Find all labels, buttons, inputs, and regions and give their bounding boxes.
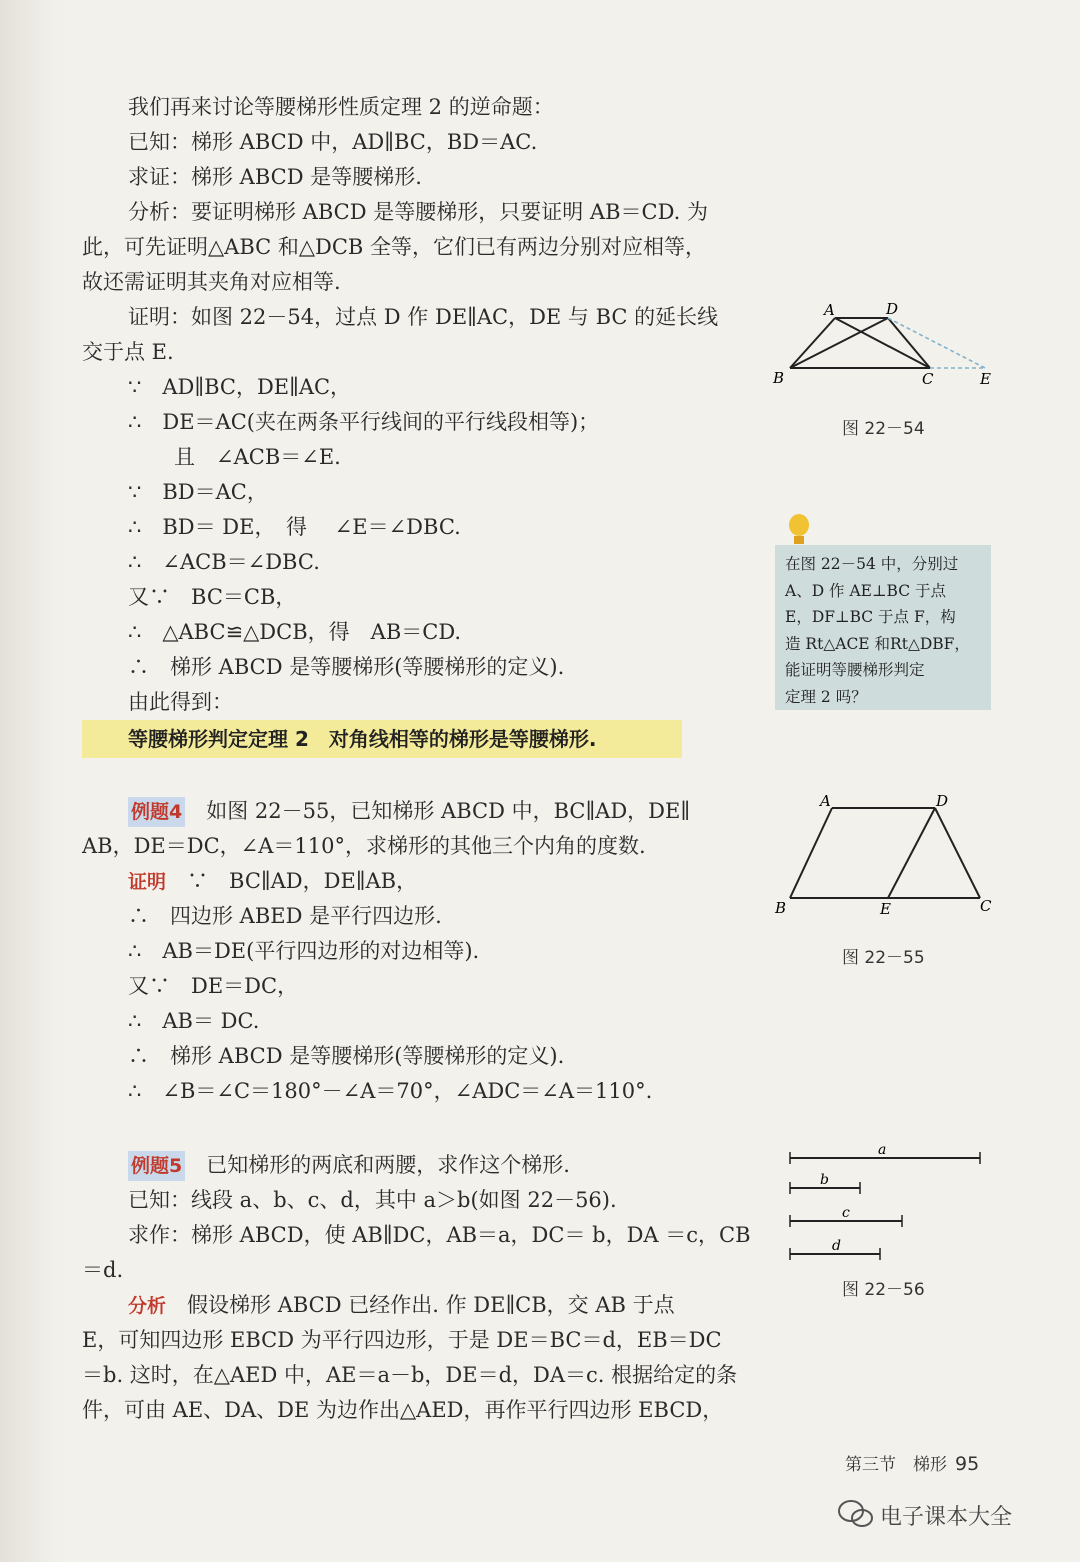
point-label-d: D [936, 792, 949, 810]
point-label-d: D [886, 300, 899, 318]
segment-label-b: b [820, 1172, 829, 1188]
analysis-paragraph-line: E，可知四边形 EBCD 为平行四边形，于是 DE＝BC＝d，EB＝DC [82, 1328, 722, 1352]
example5-line: 已知：线段 a、b、c、d，其中 a＞b(如图 22－56). [128, 1188, 617, 1212]
proof-line: ∴ 梯形 ABCD 是等腰梯形(等腰梯形的定义). [128, 655, 565, 679]
lightbulb-icon [785, 512, 815, 548]
book-spine-shadow [0, 0, 70, 1562]
segment-label-a: a [878, 1142, 887, 1158]
analysis-paragraph-line: 件，可由 AE、DA、DE 为边作出△AED，再作平行四边形 EBCD， [82, 1398, 724, 1422]
proof-line: 且 ∠ACB＝∠E. [174, 445, 341, 469]
prove-line: 求证：梯形 ABCD 是等腰梯形. [128, 165, 422, 189]
proof-line: ∴ ∠ACB＝∠DBC. [128, 550, 320, 574]
proof-line: 交于点 E. [82, 340, 174, 364]
segment-label-c: c [842, 1205, 850, 1221]
point-label-e: E [880, 900, 891, 918]
segment-dc [935, 808, 980, 898]
example4-line [128, 796, 690, 827]
point-label-a: A [820, 792, 831, 810]
segment-ab [790, 318, 835, 368]
proof-line: ∴ △ABC≌△DCB，得 AB＝CD. [128, 620, 462, 644]
point-label-c: C [980, 897, 992, 915]
point-label-c: C [922, 370, 934, 388]
analysis-line: 分析：要证明梯形 ABCD 是等腰梯形，只要证明 AB＝CD. 为 [128, 200, 709, 224]
point-label-e: E [980, 370, 991, 388]
figure-caption-22-54: 图 22－54 [842, 419, 925, 439]
sidenote-line: 能证明等腰梯形判定 [785, 661, 925, 679]
example5-line: ＝d. [82, 1258, 124, 1282]
example4-proof-line: ∴ AB＝ DC. [128, 1009, 260, 1033]
page-number: 95 [955, 1453, 980, 1475]
proof-line: 又∵ BC＝CB， [128, 585, 297, 609]
example5-line [128, 1150, 570, 1181]
analysis-paragraph-line [128, 1290, 675, 1321]
sidenote-line: 定理 2 吗？ [785, 687, 867, 706]
segment-de [888, 808, 935, 898]
proof-text: ∵ BC∥AD，DE∥AB， [166, 869, 418, 893]
page-footer [845, 1450, 979, 1475]
proof-line: ∴ BD＝ DE， 得 ∠E＝∠DBC. [128, 515, 461, 539]
segment-de [888, 318, 985, 368]
point-label-a: A [824, 301, 835, 319]
diagonal-ac [835, 318, 930, 368]
example5-label: 例题5 [128, 1151, 185, 1181]
figure-caption-22-55: 图 22－55 [842, 948, 925, 968]
point-label-b: B [775, 899, 787, 917]
example4-proof-line: 又∵ DE＝DC， [128, 974, 299, 998]
analysis-line: 此，可先证明△ABC 和△DCB 全等，它们已有两边分别对应相等， [82, 235, 707, 259]
proof-line: ∵ AD∥BC，DE∥AC， [128, 375, 352, 399]
example4-label: 例题4 [128, 797, 185, 827]
example4-proof-line: ∴ 四边形 ABED 是平行四边形. [128, 904, 442, 928]
sidenote-line: 造 Rt△ACE 和Rt△DBF， [785, 634, 970, 653]
example4-proof-line: ∴ AB＝DE(平行四边形的对边相等). [128, 939, 480, 963]
given-line: 已知：梯形 ABCD 中，AD∥BC，BD＝AC. [128, 130, 538, 154]
example4-proof-line: ∴ ∠B＝∠C＝180°－∠A＝70°，∠ADC＝∠A＝110°. [128, 1079, 653, 1103]
analysis-paragraph-line: ＝b. 这时，在△AED 中，AE＝a－b，DE＝d，DA＝c. 根据给定的条 [82, 1363, 738, 1387]
figure-caption-22-56: 图 22－56 [842, 1280, 925, 1300]
section-title: 第三节 梯形 [845, 1455, 947, 1475]
watermark-text: 电子课本大全 [880, 1505, 1013, 1530]
proof-line: ∵ BD＝AC， [128, 480, 268, 504]
proof-label: 证明 [128, 871, 167, 893]
diagonal-bd [790, 318, 888, 368]
sidenote-text [785, 551, 985, 710]
figure-22-54 [770, 298, 1030, 393]
example5-text: 已知梯形的两底和两腰，求作这个梯形. [185, 1153, 570, 1177]
proof-line: 证明：如图 22－54，过点 D 作 DE∥AC，DE 与 BC 的延长线 [128, 305, 719, 329]
theorem-text: 等腰梯形判定定理 2 对角线相等的梯形是等腰梯形. [128, 727, 597, 751]
analysis-text: 假设梯形 ABCD 已经作出. 作 DE∥CB，交 AB 于点 [166, 1293, 675, 1317]
example4-proof-line: ∴ 梯形 ABCD 是等腰梯形(等腰梯形的定义). [128, 1044, 565, 1068]
example5-line: 求作：梯形 ABCD，使 AB∥DC，AB＝a，DC＝ b，DA ＝c，CB [128, 1223, 751, 1247]
analysis-label: 分析 [128, 1295, 167, 1317]
proof-line: ∴ DE＝AC(夹在两条平行线间的平行线段相等)； [128, 410, 600, 434]
text-line: 由此得到： [128, 690, 233, 714]
segment-label-d: d [832, 1238, 841, 1254]
figure-22-55 [770, 790, 1000, 920]
example4-proof-line [128, 866, 417, 897]
analysis-line: 故还需证明其夹角对应相等. [82, 270, 341, 294]
sidenote-line: 在图 22－54 中，分别过 [785, 555, 959, 573]
wechat-icon [836, 1497, 876, 1531]
example4-line: AB，DE＝DC，∠A＝110°，求梯形的其他三个内角的度数. [82, 834, 646, 858]
segment-dc [888, 318, 930, 368]
example4-text: 如图 22－55，已知梯形 ABCD 中，BC∥AD，DE∥ [185, 799, 691, 823]
figure-22-56 [780, 1140, 995, 1270]
point-label-b: B [773, 369, 785, 387]
sidenote-line: E，DF⊥BC 于点 F，构 [785, 608, 956, 626]
segment-ab [790, 808, 832, 898]
text-line: 我们再来讨论等腰梯形性质定理 2 的逆命题： [128, 95, 554, 119]
sidenote-line: A、D 作 AE⊥BC 于点 [785, 581, 947, 600]
